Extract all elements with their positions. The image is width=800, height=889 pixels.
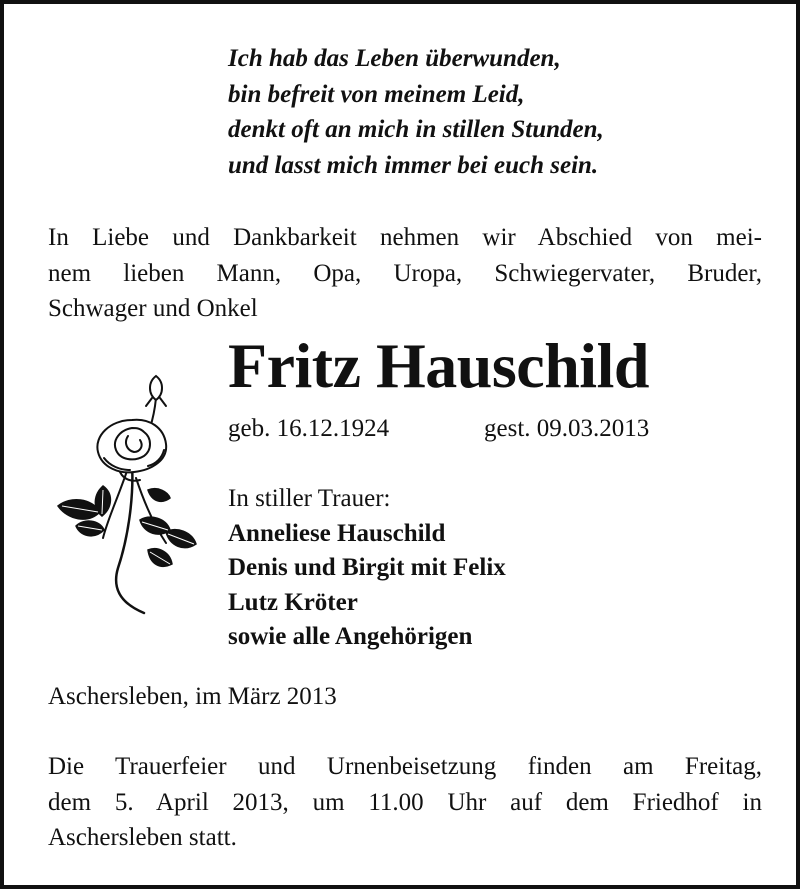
poem-line: bin befreit von meinem Leid, [228,80,525,108]
mourners-block [228,482,728,655]
place-and-date: Aschersleben, im März 2013 [48,683,337,710]
life-dates [228,413,678,445]
rose-icon [48,368,204,618]
poem-line: Ich hab das Leben überwunden, [228,45,561,72]
farewell-intro [48,220,762,327]
intro-line: Schwager und Onkel [48,295,258,322]
poem-line: und lasst mich immer bei euch sein. [228,151,599,179]
death-date: gest. 09.03.2013 [484,415,650,442]
poem-line: denkt oft an mich in stillen Stunden, [228,116,604,143]
ceremony-line: dem 5. April 2013, um 11.00 Uhr auf dem Friedhof in [48,788,762,816]
ceremony-notice [48,749,762,856]
mourner-name: Denis und Birgit mit Felix [228,554,506,581]
deceased-name: Fritz Hauschild [228,330,649,401]
mourner-name: Lutz Kröter [228,588,358,616]
ceremony-line: Aschersleben statt. [48,824,237,851]
ceremony-line: Die Trauerfeier und Urnenbeisetzung finden am Freitag, [48,753,762,780]
mourner-name: sowie alle Angehörigen [228,623,473,650]
memorial-poem [228,41,708,183]
intro-line: In Liebe und Dankbarkeit nehmen wir Abschied von mei- [48,224,762,251]
intro-line: nem lieben Mann, Opa, Uropa, Schwiegervater, Bruder, [48,259,762,287]
mourners-heading: In stiller Trauer: [228,485,391,512]
mourner-name: Anneliese Hauschild [228,519,446,547]
birth-date: geb. 16.12.1924 [228,415,390,442]
